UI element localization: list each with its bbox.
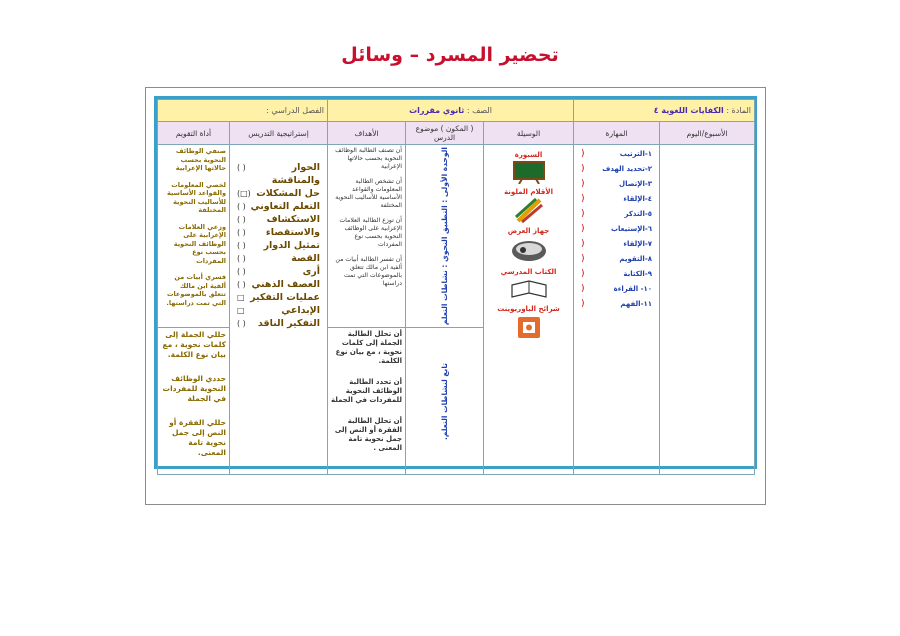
grade-cell [328, 100, 574, 122]
week-day-cell [660, 145, 755, 475]
subject-value: الكفايات اللغوية ٤ [653, 106, 724, 115]
skill-item: ٨-التقويم ( [581, 254, 653, 264]
board-label: السبورة [514, 151, 543, 159]
strategy-item: والمناقشة [271, 175, 320, 186]
strategy-item: الحوار ( ) [237, 162, 320, 173]
skill-item: ٤-الإلقاء ( [581, 194, 653, 204]
skill-item: ٧-الإلقاء ( [581, 239, 653, 249]
evaluation-cell-bottom [158, 328, 230, 475]
lesson-plan-frame [145, 87, 766, 505]
skill-item: ٥-التذكر ( [581, 209, 653, 219]
grade-label: الصف : [466, 106, 492, 115]
col-media: الوسيلة [484, 122, 574, 145]
pencils-icon [512, 197, 546, 223]
col-lesson-topic: ( المكون ) موضوع الدرس [406, 122, 484, 145]
strategy-list [233, 147, 324, 330]
goals-cell-top [328, 145, 406, 328]
blackboard-icon [512, 160, 546, 184]
strategy-item: والاستقصاء ( ) [237, 227, 320, 238]
evaluation-list-bottom [161, 330, 226, 458]
strategy-item: أرى ( ) [237, 266, 320, 277]
strategy-item: التعلم التعاوني ( ) [237, 201, 320, 212]
projector-label: جهاز العرض [507, 227, 550, 235]
media-item [487, 268, 570, 301]
skill-item: ٩-الكتابة ( [581, 269, 653, 279]
textbook-label: الكتاب المدرسي [500, 268, 557, 276]
strategy-item: الإبداعي □ [237, 305, 320, 316]
goal-item: أن تشخص الطالبة المعلومات والقواعد الأساسية للأساليب النحوية المختلفة [335, 178, 403, 209]
page-title: تحضير المسرد – وسائل [341, 44, 559, 66]
skills-cell [574, 145, 660, 475]
strategy-item: التفكير الناقد ( ) [237, 318, 320, 329]
lesson-plan-table-container [154, 96, 757, 469]
subject-label: المادة : [726, 106, 752, 115]
goals-list-bottom [331, 330, 402, 453]
evaluation-cell-top [158, 145, 230, 328]
goal-item: أن تحلل الطالبة الجملة إلى كلمات نحوية ، مع بيان نوع الكلمة. [335, 330, 403, 366]
evaluation-item: لخصي المعلومات والقواعد الأساسية للأساليب النحوية المختلفة [166, 180, 226, 214]
grade-value: ثانوي مقررات [409, 106, 465, 115]
skill-item: ٦-الإستيعاب ( [581, 224, 653, 234]
semester-cell [158, 100, 328, 122]
powerpoint-icon [514, 314, 544, 340]
column-header-row [158, 122, 755, 145]
goals-list-top [331, 147, 402, 288]
strategy-item: تمثيل الدوار ( ) [237, 240, 320, 251]
goals-cell-bottom [328, 328, 406, 475]
subject-cell [574, 100, 755, 122]
strategy-item: حل المشكلات (□) [237, 188, 320, 199]
evaluation-list-top [161, 147, 226, 307]
col-goals: الأهداف [328, 122, 406, 145]
col-evaluation: أداة التقويم [158, 122, 230, 145]
evaluation-item: حددي الوظائف النحوية للمفردات في الجملة [162, 374, 226, 404]
media-list [487, 151, 570, 340]
header-row [158, 100, 755, 122]
evaluation-item: وزعي العلامات الإعرابية على الوظائف النحوية بحسب نوع المفردات [173, 222, 226, 265]
skill-item: ١٠- القراءة ( [581, 284, 653, 294]
content-row-top [158, 145, 755, 328]
powerpoint-label: شرائح الباوربوينت [497, 305, 560, 313]
skill-item: ١-الترتيب ( [581, 149, 653, 159]
pens-label: الأقلام الملونة [504, 188, 553, 196]
skill-item: ٢-تحديد الهدف ( [581, 164, 653, 174]
goal-item: أن تحلل الطالبة الفقرة أو النص إلى جمل نحوية تامة المعنى . [334, 417, 403, 453]
media-item [487, 188, 570, 223]
lesson-plan-table [157, 99, 755, 475]
evaluation-item: فسري أبيات من ألفية ابن مالك تتعلق بالموضوعات التي تمت دراستها. [166, 273, 226, 307]
goal-item: أن تصنف الطالبة الوظائف النحوية بحسب حالاتها الإعرابية [335, 147, 403, 170]
evaluation-item: حللي الجملة إلى كلمات نحوية ، مع بيان نوع الكلمة. [162, 330, 226, 360]
lesson-topic-bottom: تابع لنشاطات التعلم. [440, 362, 450, 440]
strategy-item: القصة ( ) [237, 253, 320, 264]
semester-label: الفصل الدراسي : [266, 106, 324, 115]
evaluation-item: حللي الفقرة أو النص إلى جمل نحوية تامة المعنى. [169, 418, 226, 458]
col-strategy: إستراتيجية التدريس [230, 122, 328, 145]
media-cell [484, 145, 574, 475]
projector-icon [509, 236, 549, 264]
media-item [487, 151, 570, 184]
strategy-cell [230, 145, 328, 475]
goal-item: أن توزع الطالبة العلامات الإعرابية على الوظائف النحوية بحسب نوع المفردات [339, 217, 403, 248]
strategy-item: الاستكشاف ( ) [237, 214, 320, 225]
lesson-topic-top: الوحدة الأولى : التطبيق النحوي : نشاطات التعلم [440, 147, 450, 326]
goal-item: أن تفسر الطالبة أبيات من ألفية ابن مالك تتعلق بالموضوعات التي تمت دراستها [335, 256, 403, 287]
media-item [487, 227, 570, 264]
strategy-item: العصف الذهني ( ) [237, 279, 320, 290]
evaluation-item: صنفي الوظائف النحوية بحسب حالاتها الإعرابية [175, 147, 226, 172]
skill-item: ١١-الفهم ( [581, 299, 653, 309]
media-item [487, 305, 570, 340]
skills-list [577, 147, 656, 312]
lesson-topic-cell-top [406, 145, 484, 328]
goal-item: أن تحدد الطالبة الوظائف النحوية للمفردات في الجملة [331, 378, 403, 405]
strategy-item: عمليات التفكير □ [237, 292, 320, 303]
book-icon [509, 277, 549, 301]
col-skill: المهارة [574, 122, 660, 145]
lesson-topic-cell-bottom [406, 328, 484, 475]
col-week-day: الأسبوع/اليوم [660, 122, 755, 145]
skill-item: ٣-الإتصال ( [581, 179, 653, 189]
